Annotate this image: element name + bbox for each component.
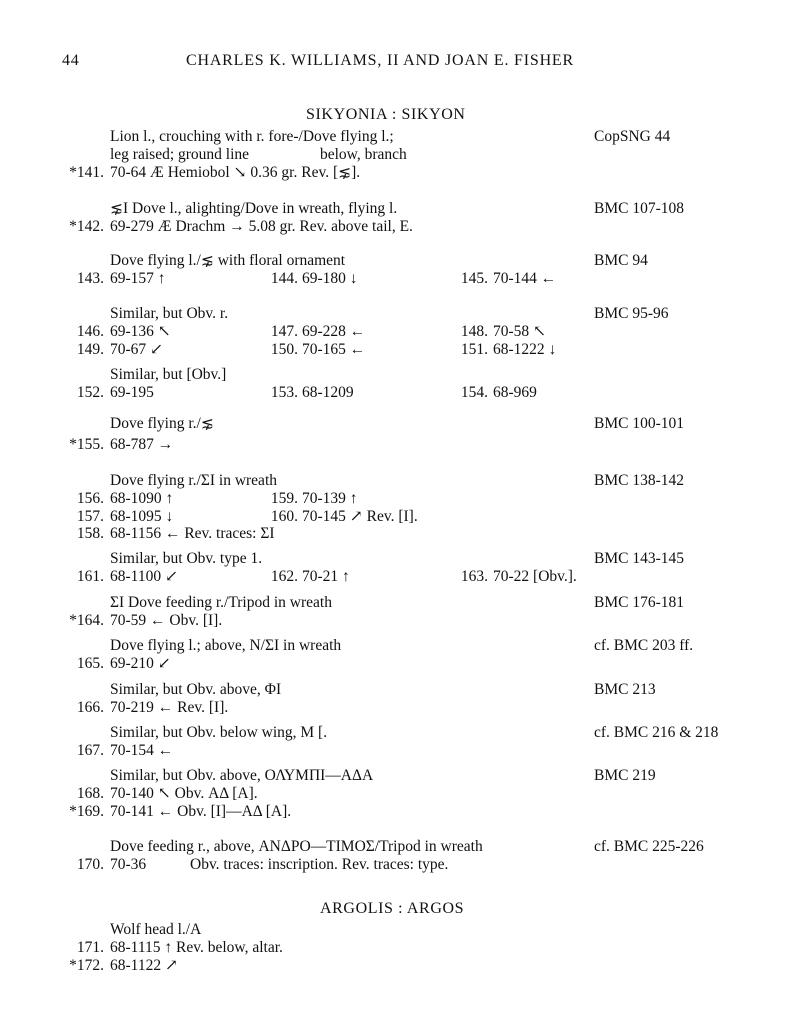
entry-147-number: 147. (270, 323, 298, 340)
entry-166-number: 166. (76, 699, 104, 716)
entry-142-description: ⋦I Dove l., alighting/Dove in wreath, flying l. (110, 200, 398, 217)
entry-144-text: 69-180 ↓ (302, 270, 358, 287)
group-146-reference: BMC 95-96 (594, 305, 669, 322)
entry-153-text: 68-1209 (302, 384, 354, 401)
entry-162-number: 162. (270, 568, 298, 585)
entry-169-number: *169. (69, 803, 104, 820)
entry-170-notes: Obv. traces: inscription. Rev. traces: type. (190, 856, 449, 873)
entry-141-text: 70-64 Æ Hemiobol ↘ 0.36 gr. Rev. [⋦]. (110, 164, 361, 181)
group-156-reference: BMC 138-142 (594, 472, 684, 489)
entry-168-text: 70-140 ↖ Obv. ΑΔ [Α]. (110, 785, 258, 802)
group-143-reference: BMC 94 (594, 252, 648, 269)
entry-147-text: 69-228 ← (302, 323, 366, 340)
entry-163-number: 163. (460, 568, 488, 585)
group-143-description: Dove flying l./⋦ with floral ornament (110, 252, 346, 269)
entry-152-text: 69-195 (110, 384, 154, 401)
entry-167-text: 70-154 ← (110, 742, 174, 759)
entry-155-text: 68-787 → (110, 436, 174, 453)
group-171-description: Wolf head l./A (110, 921, 202, 938)
entry-160-number: 160. (270, 508, 298, 525)
entry-159-number: 159. (270, 490, 298, 507)
section-heading-argos: ARGOLIS : ARGOS (320, 900, 465, 917)
entry-160-text: 70-145 ↗ Rev. [I]. (302, 508, 418, 525)
entry-166-description: Similar, but Obv. above, ΦI (110, 681, 282, 698)
entry-148-text: 70-58 ↖ (493, 323, 547, 340)
entry-154-number: 154. (460, 384, 488, 401)
entry-164-reference: BMC 176-181 (594, 594, 684, 611)
entry-141-description-cont-rev: below, branch (320, 146, 407, 163)
entry-164-number: *164. (69, 612, 104, 629)
entry-144-number: 144. (270, 270, 298, 287)
entry-168-number: 168. (76, 785, 104, 802)
entry-141-description-cont: leg raised; ground line (110, 146, 250, 163)
entry-158-number: 158. (76, 525, 104, 542)
entry-148-number: 148. (460, 323, 488, 340)
entry-170-reference: cf. BMC 225-226 (594, 838, 704, 855)
entry-165-number: 165. (76, 655, 104, 672)
group-168-reference: BMC 219 (594, 767, 656, 784)
entry-166-text: 70-219 ← Rev. [I]. (110, 699, 229, 716)
entry-165-description: Dove flying l.; above, N/ΣI in wreath (110, 637, 342, 654)
entry-155-number: *155. (69, 436, 104, 453)
group-146-description: Similar, but Obv. r. (110, 305, 229, 322)
entry-143-number: 143. (76, 270, 104, 287)
entry-151-number: 151. (460, 341, 488, 358)
entry-153-number: 153. (270, 384, 298, 401)
group-168-description: Similar, but Obv. above, ΟΛΥΜΠΙ—ΑΔΑ (110, 767, 374, 784)
entry-141-number: *141. (69, 164, 104, 181)
entry-164-description: ΣI Dove feeding r./Tripod in wreath (110, 594, 332, 611)
entry-155-description: Dove flying r./⋦ (110, 415, 214, 432)
entry-158-text: 68-1156 ← Rev. traces: ΣI (110, 525, 275, 542)
entry-157-text: 68-1095 ↓ (110, 508, 174, 525)
entry-167-reference: cf. BMC 216 & 218 (594, 724, 719, 741)
section-heading-sikyon: SIKYONIA : SIKYON (306, 106, 466, 123)
group-161-reference: BMC 143-145 (594, 550, 684, 567)
group-161-description: Similar, but Obv. type 1. (110, 550, 263, 567)
entry-171-number: 171. (76, 939, 104, 956)
entry-142-text: 69-279 Æ Drachm → 5.08 gr. Rev. above tail, E. (110, 218, 413, 235)
entry-167-number: 167. (76, 742, 104, 759)
entry-171-text: 68-1115 ↑ Rev. below, altar. (110, 939, 283, 956)
entry-151-text: 68-1222 ↓ (493, 341, 557, 358)
entry-162-text: 70-21 ↑ (302, 568, 350, 585)
entry-146-number: 146. (76, 323, 104, 340)
entry-155-reference: BMC 100-101 (594, 415, 684, 432)
entry-145-text: 70-144 ← (493, 270, 557, 287)
entry-154-text: 68-969 (493, 384, 537, 401)
entry-156-text: 68-1090 ↑ (110, 490, 174, 507)
entry-165-reference: cf. BMC 203 ff. (594, 637, 694, 654)
entry-150-number: 150. (270, 341, 298, 358)
entry-164-text: 70-59 ← Obv. [I]. (110, 612, 223, 629)
entry-143-text: 69-157 ↑ (110, 270, 166, 287)
entry-150-text: 70-165 ← (302, 341, 366, 358)
entry-156-number: 156. (76, 490, 104, 507)
entry-170-description: Dove feeding r., above, ΑΝΔΡΟ—ΤΙΜΟΣ/Tripod in wreath (110, 838, 483, 855)
entry-149-text: 70-67 ↙ (110, 341, 164, 358)
entry-149-number: 149. (76, 341, 104, 358)
entry-172-text: 68-1122 ↗ (110, 957, 178, 974)
entry-145-number: 145. (460, 270, 488, 287)
group-156-description: Dove flying r./ΣI in wreath (110, 472, 277, 489)
entry-169-text: 70-141 ← Obv. [I]—ΑΔ [Α]. (110, 803, 292, 820)
entry-141-reference: CopSNG 44 (594, 128, 671, 145)
entry-172-number: *172. (69, 957, 104, 974)
group-152-description: Similar, but [Obv.] (110, 366, 227, 383)
page-number: 44 (62, 52, 80, 69)
entry-161-number: 161. (76, 568, 104, 585)
entry-142-number: *142. (69, 218, 104, 235)
entry-141-description: Lion l., crouching with r. fore-/Dove flying l.; (110, 128, 394, 145)
entry-146-text: 69-136 ↖ (110, 323, 171, 340)
entry-165-text: 69-210 ↙ (110, 655, 171, 672)
entry-163-text: 70-22 [Obv.]. (493, 568, 577, 585)
entry-152-number: 152. (76, 384, 104, 401)
entry-170-text: 70-36 (110, 856, 147, 873)
entry-170-number: 170. (76, 856, 104, 873)
entry-161-text: 68-1100 ↙ (110, 568, 178, 585)
running-title: CHARLES K. WILLIAMS, II AND JOAN E. FISHER (186, 52, 574, 69)
entry-157-number: 157. (76, 508, 104, 525)
entry-142-reference: BMC 107-108 (594, 200, 684, 217)
entry-167-description: Similar, but Obv. below wing, M [. (110, 724, 328, 741)
entry-159-text: 70-139 ↑ (302, 490, 358, 507)
entry-166-reference: BMC 213 (594, 681, 656, 698)
